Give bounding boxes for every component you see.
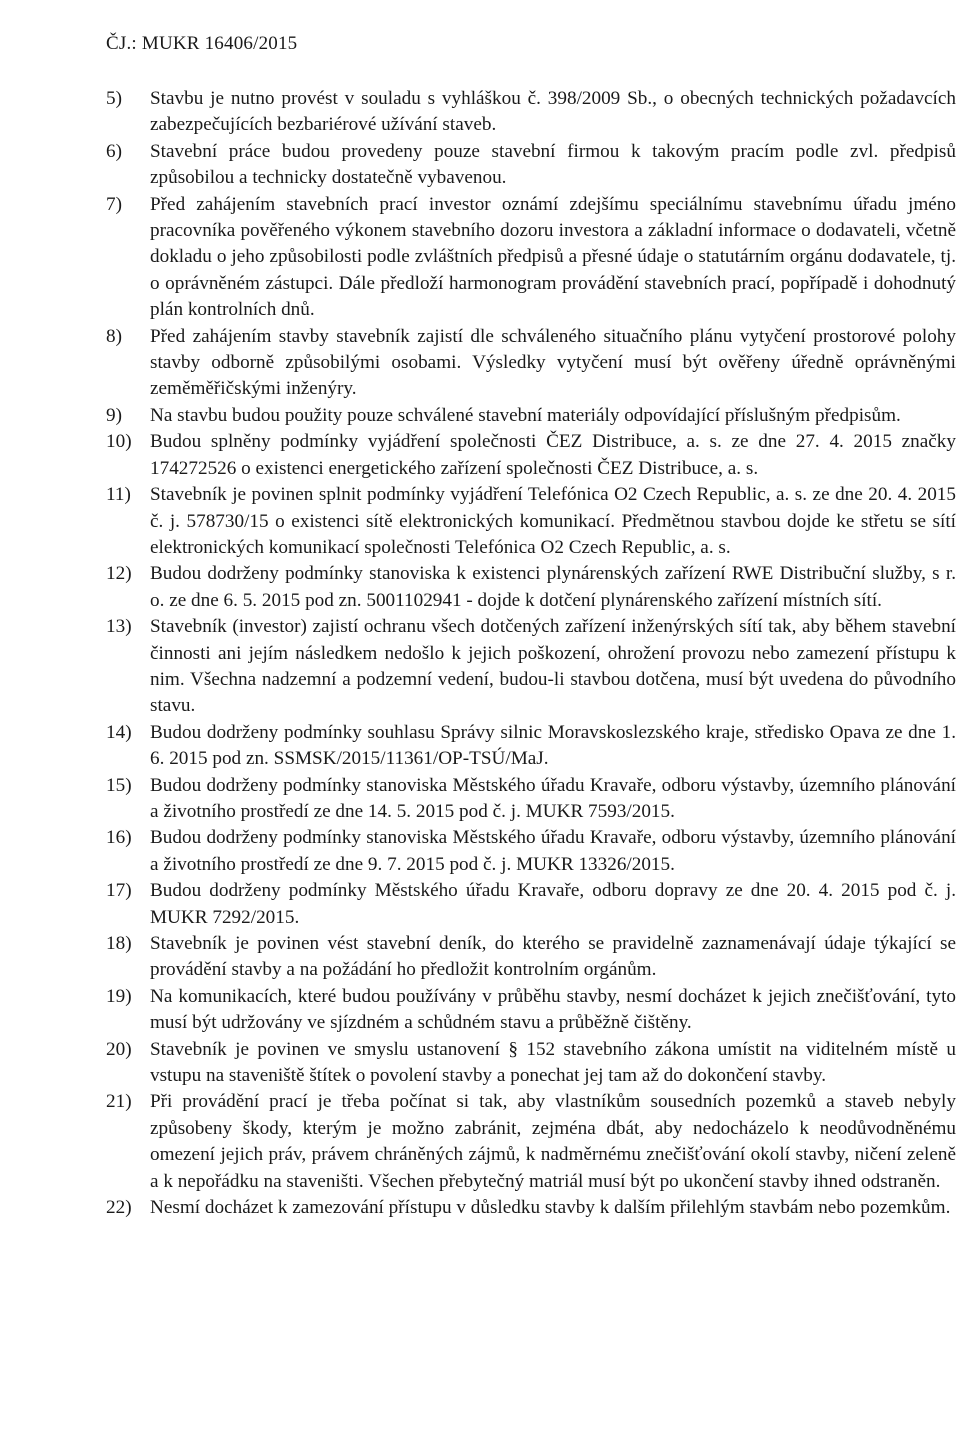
document-reference-number: ČJ.: MUKR 16406/2015 (106, 33, 298, 54)
condition-item (106, 984, 956, 1037)
condition-number: 7) (106, 193, 122, 215)
condition-text: Stavebník je povinen vést stavební deník, do kterého se pravidelně zaznamenávají údaje týkající se provádění stavby a na požádání ho předložit kontrolním orgánům. (150, 933, 956, 981)
condition-text: Před zahájením stavby stavebník zajistí dle schváleného situačního plánu vytyčení prostorové polohy stavby odborně způsobilými osobami. Výsledky vytyčení musí být ověřeny úředně oprávněnými zeměměřičskými inženýry. (150, 325, 956, 400)
condition-item (106, 139, 956, 192)
condition-number: 16) (106, 827, 132, 849)
condition-number: 20) (106, 1038, 132, 1060)
condition-item (106, 1195, 956, 1221)
condition-text: Stavebník je povinen ve smyslu ustanovení § 152 stavebního zákona umístit na viditelném místě u vstupu na staveniště štítek o povolení stavby a ponechat jej tam až do dokončení stavby. (150, 1038, 956, 1087)
condition-item (106, 1089, 956, 1195)
condition-text: Nesmí docházet k zamezování přístupu v důsledku stavby k dalším přilehlým stavbám nebo pozemkům. (150, 1197, 951, 1219)
condition-text: Budou dodrženy podmínky stanoviska Městského úřadu Kravaře, odboru výstavby, územního plánování a životního prostředí ze dne 9. 7. 2015 pod č. j. MUKR 13326/2015. (150, 827, 956, 875)
condition-item (106, 825, 956, 878)
condition-number: 6) (106, 140, 122, 162)
condition-number: 14) (106, 721, 132, 743)
condition-text: Na komunikacích, které budou používány v průběhu stavby, nesmí docházet k jejich znečišťování, tyto musí být udržovány ve sjízdném a schůdném stavu a průběžně čištěny. (150, 985, 956, 1034)
condition-text: Stavbu je nutno provést v souladu s vyhláškou č. 398/2009 Sb., o obecných technických požadavcích zabezpečujících bezbariérové užívání staveb. (150, 88, 956, 136)
condition-number: 18) (106, 933, 132, 954)
condition-item (106, 773, 956, 826)
condition-number: 17) (106, 880, 132, 902)
condition-number: 9) (106, 404, 122, 426)
condition-item (106, 429, 956, 482)
condition-text: Budou dodrženy podmínky Městského úřadu Kravaře, odboru dopravy ze dne 20. 4. 2015 pod č. j. MUKR 7292/2015. (150, 880, 956, 928)
condition-number: 8) (106, 325, 122, 347)
condition-text: Při provádění prací je třeba počínat si tak, aby vlastníkům sousedních pozemků a staveb nebyly způsobeny škody, kterým je možno zabránit, zejména dbát, aby nedocházelo k neodůvodněnému omezení jejich práv, právem chráněných zájmů, k nadměrnému znečišťování okolí stavby, ničení zeleně a k nepořádku na staveništi. Všechen přebytečný matriál musí být po ukončení stavby ihned odstraněn. (150, 1091, 956, 1192)
condition-item (106, 324, 956, 403)
condition-text: Budou splněny podmínky vyjádření společnosti ČEZ Distribuce, a. s. ze dne 27. 4. 2015 značky 174272526 o existenci energetického zařízení společnosti ČEZ Distribuce, a. s. (150, 431, 956, 479)
condition-item (106, 86, 956, 139)
condition-number: 5) (106, 88, 122, 109)
condition-text: Stavebník (investor) zajistí ochranu všech dotčených zařízení inženýrských sítí tak, aby během stavební činnosti ani jejím následkem nedošlo k jejich poškození, ohrožení provozu nebo zamezení přístupu k nim. Všechna nadzemní a podzemní vedení, budou-li stavbou dotčena, musí být uvedena do původního stavu. (150, 616, 956, 717)
condition-number: 19) (106, 985, 132, 1007)
condition-item (106, 561, 956, 614)
condition-text: Stavebník je povinen splnit podmínky vyjádření Telefónica O2 Czech Republic, a. s. ze dne 20. 4. 2015 č. j. 578730/15 o existenci sítě elektronických komunikací. Předmětnou stavbou dojde ke střetu se sítí elektronických komunikací společnosti Telefónica O2 Czech Republic, a. s. (150, 484, 956, 558)
condition-text: Budou dodrženy podmínky stanoviska k existenci plynárenských zařízení RWE Distribuční služby, s r. o. ze dne 6. 5. 2015 pod zn. 5001102941 - dojde k dotčení plynárenského zařízení místních sítí. (150, 563, 956, 611)
condition-number: 13) (106, 616, 132, 638)
condition-text: Stavební práce budou provedeny pouze stavební firmou k takovým pracím podle zvl. předpisů způsobilou a technicky dostatečně vybavenou. (150, 140, 956, 189)
condition-item (106, 931, 956, 984)
condition-item (106, 192, 956, 324)
condition-item (106, 403, 956, 429)
condition-number: 11) (106, 484, 131, 506)
condition-text: Budou dodrženy podmínky stanoviska Městského úřadu Kravaře, odboru výstavby, územního plánování a životního prostředí ze dne 14. 5. 2015 pod č. j. MUKR 7593/2015. (150, 774, 956, 822)
condition-item (106, 614, 956, 720)
condition-number: 10) (106, 431, 132, 453)
condition-text: Na stavbu budou použity pouze schválené stavební materiály odpovídající příslušným předpisům. (150, 404, 901, 426)
condition-item (106, 482, 956, 561)
condition-number: 21) (106, 1091, 132, 1113)
conditions-list (106, 86, 956, 1221)
condition-item (106, 720, 956, 773)
condition-number: 12) (106, 563, 132, 585)
condition-number: 15) (106, 774, 132, 796)
condition-item (106, 1037, 956, 1090)
condition-item (106, 878, 956, 931)
condition-number: 22) (106, 1197, 132, 1219)
condition-text: Budou dodrženy podmínky souhlasu Správy silnic Moravskoslezského kraje, středisko Opava ze dne 1. 6. 2015 pod zn. SSMSK/2015/11361/OP-TSÚ/MaJ. (150, 721, 956, 770)
condition-text: Před zahájením stavebních prací investor oznámí zdejšímu speciálnímu stavebnímu úřadu jméno pracovníka pověřeného výkonem stavebního dozoru investora a základní informace o dodavateli, včetně dokladu o jeho způsobilosti podle zvláštních předpisů a přesné údaje o statutárním orgánu dodavatele, tj. o oprávněném zástupci. Dále předloží harmonogram provádění stavebních prací, popřípadě i dohodnutý plán kontrolních dnů. (150, 193, 956, 321)
